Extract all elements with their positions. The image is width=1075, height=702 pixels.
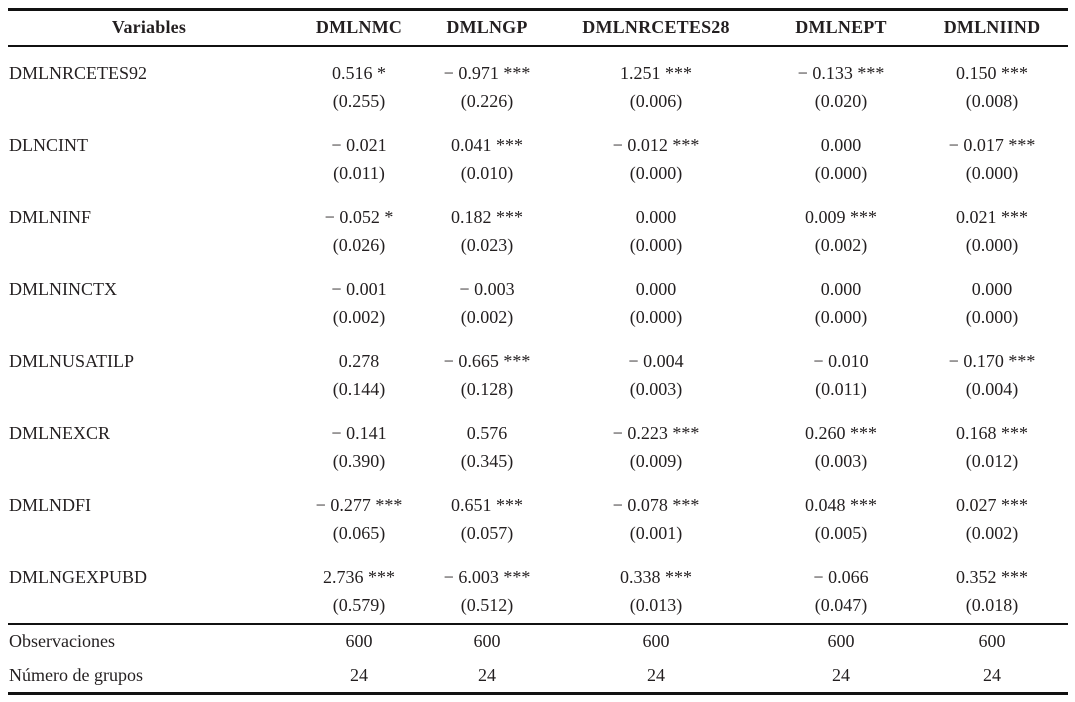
coef-value: 0.000 bbox=[820, 278, 862, 299]
coef-value: − 0.012 *** bbox=[612, 134, 700, 155]
coef-cell bbox=[546, 191, 766, 263]
coef-value: 0.576 bbox=[466, 422, 508, 443]
std-error: (0.023) bbox=[460, 234, 514, 255]
coef-cell bbox=[916, 551, 1068, 624]
std-error: (0.003) bbox=[629, 378, 683, 399]
stat-value: 24 bbox=[478, 664, 496, 685]
coef-value: 0.048 *** bbox=[805, 494, 877, 515]
variable-name: DMLNINCTX bbox=[9, 278, 117, 299]
coef-value: 0.021 *** bbox=[956, 206, 1028, 227]
std-error: (0.005) bbox=[814, 522, 868, 543]
coef-cell bbox=[546, 335, 766, 407]
coef-value: 2.736 *** bbox=[323, 566, 395, 587]
table-row bbox=[8, 119, 1068, 191]
coef-cell bbox=[546, 407, 766, 479]
std-error: (0.390) bbox=[332, 450, 386, 471]
coef-cell bbox=[766, 335, 916, 407]
std-error: (0.011) bbox=[333, 162, 385, 183]
coef-cell bbox=[546, 479, 766, 551]
coef-value: 0.516 * bbox=[332, 62, 386, 83]
std-error: (0.003) bbox=[814, 450, 868, 471]
coef-cell bbox=[916, 335, 1068, 407]
column-header-dmlnrcetes28: DMLNRCETES28 bbox=[546, 10, 766, 46]
coef-value: 1.251 *** bbox=[620, 62, 692, 83]
variable-name: DMLNDFI bbox=[9, 494, 92, 515]
column-header-dmlngp: DMLNGP bbox=[428, 10, 546, 46]
stat-value: 600 bbox=[290, 624, 428, 659]
table-header-row bbox=[8, 10, 1068, 46]
stat-value: 24 bbox=[647, 664, 665, 685]
coef-cell bbox=[766, 119, 916, 191]
std-error: (0.047) bbox=[814, 594, 868, 615]
regression-table bbox=[8, 8, 1068, 695]
stat-label: Número de grupos bbox=[9, 664, 143, 685]
std-error: (0.002) bbox=[460, 306, 514, 327]
std-error: (0.018) bbox=[965, 594, 1019, 615]
coef-value: − 0.021 bbox=[331, 134, 387, 155]
table-row bbox=[8, 479, 1068, 551]
coef-value: − 0.141 bbox=[331, 422, 387, 443]
coef-body bbox=[8, 46, 1068, 624]
coef-value: 0.260 *** bbox=[805, 422, 877, 443]
stat-row bbox=[8, 624, 1068, 659]
std-error: (0.255) bbox=[332, 90, 386, 111]
coef-cell bbox=[766, 263, 916, 335]
std-error: (0.226) bbox=[460, 90, 514, 111]
stat-value: 24 bbox=[983, 664, 1001, 685]
coef-value: 0.000 bbox=[635, 206, 677, 227]
coef-cell bbox=[290, 551, 428, 624]
variable-name: DLNCINT bbox=[9, 134, 88, 155]
coef-cell bbox=[916, 46, 1068, 119]
coef-value: 0.000 bbox=[971, 278, 1013, 299]
std-error: (0.011) bbox=[815, 378, 867, 399]
coef-cell bbox=[546, 119, 766, 191]
std-error: (0.020) bbox=[814, 90, 868, 111]
stat-value: 24 bbox=[350, 664, 368, 685]
std-error: (0.000) bbox=[814, 162, 868, 183]
table-row bbox=[8, 551, 1068, 624]
table-row bbox=[8, 335, 1068, 407]
coef-value: − 0.052 * bbox=[324, 206, 394, 227]
coef-value: − 0.010 bbox=[813, 350, 869, 371]
coef-cell bbox=[916, 119, 1068, 191]
coef-cell bbox=[766, 407, 916, 479]
column-header-dmlnmc: DMLNMC bbox=[290, 10, 428, 46]
coef-value: − 0.078 *** bbox=[612, 494, 700, 515]
column-header-variables: Variables bbox=[8, 10, 290, 46]
coef-cell bbox=[428, 551, 546, 624]
std-error: (0.000) bbox=[965, 162, 1019, 183]
coef-cell bbox=[546, 46, 766, 119]
coef-cell bbox=[766, 479, 916, 551]
std-error: (0.000) bbox=[965, 306, 1019, 327]
std-error: (0.057) bbox=[460, 522, 514, 543]
coef-cell bbox=[290, 479, 428, 551]
coef-value: 0.168 *** bbox=[956, 422, 1028, 443]
coef-cell bbox=[290, 335, 428, 407]
std-error: (0.128) bbox=[460, 378, 514, 399]
coef-cell bbox=[916, 479, 1068, 551]
coef-cell bbox=[546, 263, 766, 335]
std-error: (0.000) bbox=[629, 306, 683, 327]
coef-value: − 0.004 bbox=[628, 350, 684, 371]
std-error: (0.006) bbox=[629, 90, 683, 111]
coef-value: − 6.003 *** bbox=[443, 566, 531, 587]
variable-name: DMLNGEXPUBD bbox=[9, 566, 148, 587]
variable-name: DMLNEXCR bbox=[9, 422, 111, 443]
table-row bbox=[8, 191, 1068, 263]
std-error: (0.000) bbox=[629, 234, 683, 255]
coef-value: − 0.133 *** bbox=[797, 62, 885, 83]
coef-cell bbox=[428, 407, 546, 479]
std-error: (0.013) bbox=[629, 594, 683, 615]
table-row bbox=[8, 407, 1068, 479]
coef-value: 0.000 bbox=[635, 278, 677, 299]
coef-value: − 0.223 *** bbox=[612, 422, 700, 443]
coef-value: − 0.003 bbox=[459, 278, 515, 299]
stat-value: 600 bbox=[546, 624, 766, 659]
variable-name: DMLNRCETES92 bbox=[9, 62, 148, 83]
coef-cell bbox=[428, 191, 546, 263]
std-error: (0.065) bbox=[332, 522, 386, 543]
table-row bbox=[8, 46, 1068, 119]
std-error: (0.512) bbox=[460, 594, 514, 615]
std-error: (0.012) bbox=[965, 450, 1019, 471]
coef-value: − 0.277 *** bbox=[315, 494, 403, 515]
column-header-dmlnept: DMLNEPT bbox=[766, 10, 916, 46]
coef-cell bbox=[546, 551, 766, 624]
coef-cell bbox=[766, 191, 916, 263]
stat-value: 600 bbox=[916, 624, 1068, 659]
coef-value: − 0.170 *** bbox=[948, 350, 1036, 371]
coef-value: − 0.066 bbox=[813, 566, 869, 587]
regression-table-container bbox=[8, 8, 1068, 695]
stat-value: 600 bbox=[766, 624, 916, 659]
variable-name: DMLNINF bbox=[9, 206, 92, 227]
stat-label: Observaciones bbox=[8, 624, 290, 659]
std-error: (0.345) bbox=[460, 450, 514, 471]
coef-cell bbox=[428, 263, 546, 335]
coef-cell bbox=[290, 263, 428, 335]
coef-value: 0.009 *** bbox=[805, 206, 877, 227]
std-error: (0.002) bbox=[814, 234, 868, 255]
coef-value: − 0.971 *** bbox=[443, 62, 531, 83]
coef-value: 0.000 bbox=[820, 134, 862, 155]
std-error: (0.000) bbox=[965, 234, 1019, 255]
column-header-dmlniind: DMLNIIND bbox=[916, 10, 1068, 46]
stat-value: 600 bbox=[428, 624, 546, 659]
variable-name: DMLNUSATILP bbox=[9, 350, 135, 371]
std-error: (0.001) bbox=[629, 522, 683, 543]
std-error: (0.026) bbox=[332, 234, 386, 255]
coef-cell bbox=[766, 551, 916, 624]
std-error: (0.008) bbox=[965, 90, 1019, 111]
coef-cell bbox=[916, 263, 1068, 335]
coef-cell bbox=[290, 119, 428, 191]
coef-value: 0.651 *** bbox=[451, 494, 523, 515]
coef-cell bbox=[290, 407, 428, 479]
coef-cell bbox=[428, 479, 546, 551]
stat-row bbox=[8, 659, 1068, 694]
coef-cell bbox=[766, 46, 916, 119]
coef-cell bbox=[428, 119, 546, 191]
coef-value: 0.338 *** bbox=[620, 566, 692, 587]
coef-cell bbox=[290, 191, 428, 263]
coef-value: − 0.665 *** bbox=[443, 350, 531, 371]
coef-cell bbox=[916, 407, 1068, 479]
stat-value: 24 bbox=[832, 664, 850, 685]
coef-value: 0.041 *** bbox=[451, 134, 523, 155]
std-error: (0.009) bbox=[629, 450, 683, 471]
coef-cell bbox=[916, 191, 1068, 263]
coef-value: − 0.001 bbox=[331, 278, 387, 299]
std-error: (0.004) bbox=[965, 378, 1019, 399]
coef-cell bbox=[290, 46, 428, 119]
std-error: (0.000) bbox=[814, 306, 868, 327]
coef-value: 0.182 *** bbox=[451, 206, 523, 227]
std-error: (0.002) bbox=[332, 306, 386, 327]
std-error: (0.010) bbox=[460, 162, 514, 183]
coef-value: 0.150 *** bbox=[956, 62, 1028, 83]
coef-cell bbox=[428, 46, 546, 119]
std-error: (0.002) bbox=[965, 522, 1019, 543]
std-error: (0.579) bbox=[332, 594, 386, 615]
coef-value: 0.352 *** bbox=[956, 566, 1028, 587]
coef-cell bbox=[428, 335, 546, 407]
table-row bbox=[8, 263, 1068, 335]
std-error: (0.144) bbox=[332, 378, 386, 399]
coef-value: − 0.017 *** bbox=[948, 134, 1036, 155]
coef-value: 0.027 *** bbox=[956, 494, 1028, 515]
stats-foot bbox=[8, 624, 1068, 694]
std-error: (0.000) bbox=[629, 162, 683, 183]
coef-value: 0.278 bbox=[338, 350, 380, 371]
